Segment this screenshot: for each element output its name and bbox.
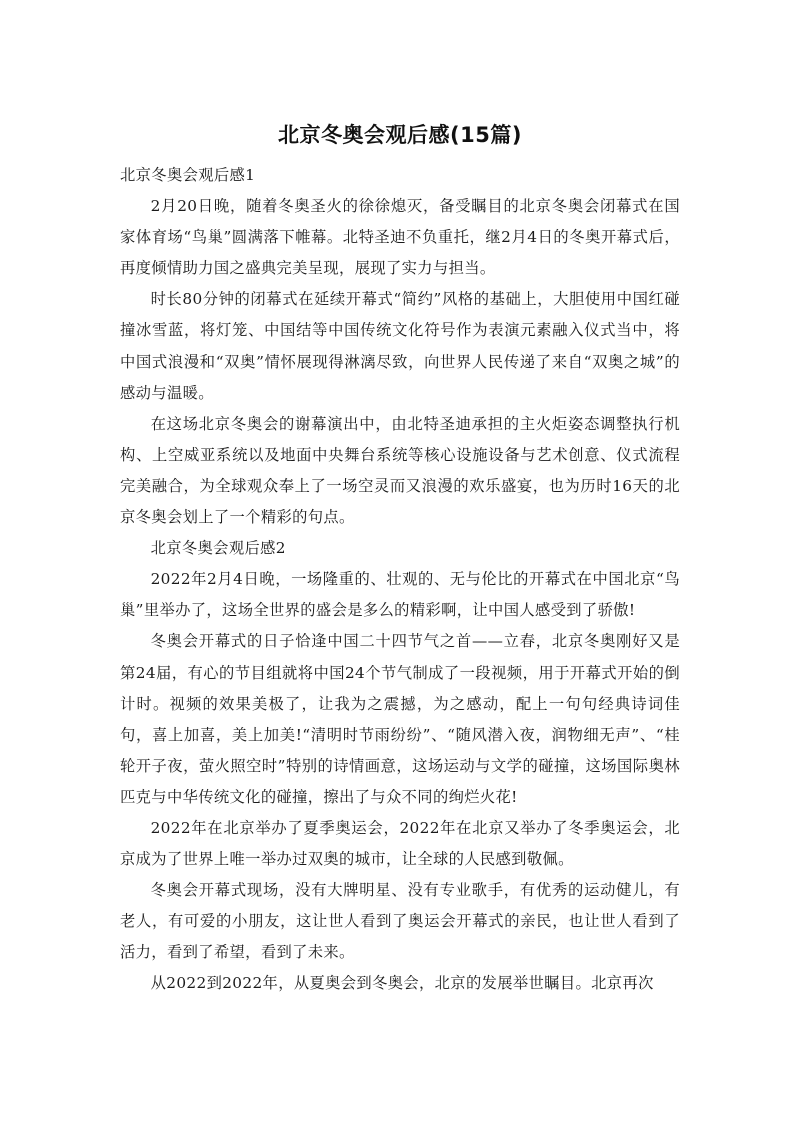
paragraph: 时长80分钟的闭幕式在延续开幕式“简约”风格的基础上，大胆使用中国红碰撞冰雪蓝，将灯笼、中国结等中国传统文化符号作为表演元素融入仪式当中，将中国式浪漫和“双奥”情怀展现得淋漓尽致，向世界人民传递了来自“双奥之城”的感动与温暖。 bbox=[120, 290, 680, 402]
document-body bbox=[120, 160, 680, 1000]
paragraph: 在这场北京冬奥会的谢幕演出中，由北特圣迪承担的主火炬姿态调整执行机构、上空威亚系统以及地面中央舞台系统等核心设施设备与艺术创意、仪式流程完美融合，为全球观众奉上了一场空灵而又浪漫的欢乐盛宴，也为历时16天的北京冬奥会划上了一个精彩的句点。 bbox=[120, 414, 680, 527]
paragraph: 从2022到2022年，从夏奥会到冬奥会，北京的发展举世瞩目。北京再次 bbox=[150, 974, 654, 993]
section-heading-2: 北京冬奥会观后感2 bbox=[150, 539, 286, 558]
paragraph: 2月20日晚，随着冬奥圣火的徐徐熄灭，备受瞩目的北京冬奥会闭幕式在国家体育场“鸟巢”圆满落下帷幕。北特圣迪不负重托，继2月4日的冬奥开幕式后，再度倾情助力国之盛典完美呈现，展现了实力与担当。 bbox=[120, 197, 680, 278]
paragraph: 冬奥会开幕式现场，没有大牌明星、没有专业歌手，有优秀的运动健儿，有老人，有可爱的小朋友，这让世人看到了奥运会开幕式的亲民，也让世人看到了活力，看到了希望，看到了未来。 bbox=[120, 881, 680, 962]
paragraph: 冬奥会开幕式的日子恰逢中国二十四节气之首——立春，北京冬奥刚好又是第24届，有心的节目组就将中国24个节气制成了一段视频，用于开幕式开始的倒计时。视频的效果美极了，让我为之震撼，为之感动，配上一句句经典诗词佳句，喜上加喜，美上加美!“清明时节雨纷纷”、“随风潜入夜，润物细无声”、“桂轮开子夜，萤火照空时”特别的诗情画意，这场运动与文学的碰撞，这场国际奥林匹克与中华传统文化的碰撞，擦出了与众不同的绚烂火花! bbox=[120, 632, 680, 806]
section-heading-1: 北京冬奥会观后感1 bbox=[120, 166, 256, 184]
paragraph: 2022年2月4日晚，一场隆重的、壮观的、无与伦比的开幕式在中国北京“鸟巢”里举办了，这场全世界的盛会是多么的精彩啊，让中国人感受到了骄傲! bbox=[120, 570, 680, 620]
paragraph: 2022年在北京举办了夏季奥运会，2022年在北京又举办了冬季奥运会，北京成为了世界上唯一举办过双奥的城市，让全球的人民感到敬佩。 bbox=[120, 818, 680, 869]
document-title: 北京冬奥会观后感(15篇) bbox=[278, 123, 522, 147]
